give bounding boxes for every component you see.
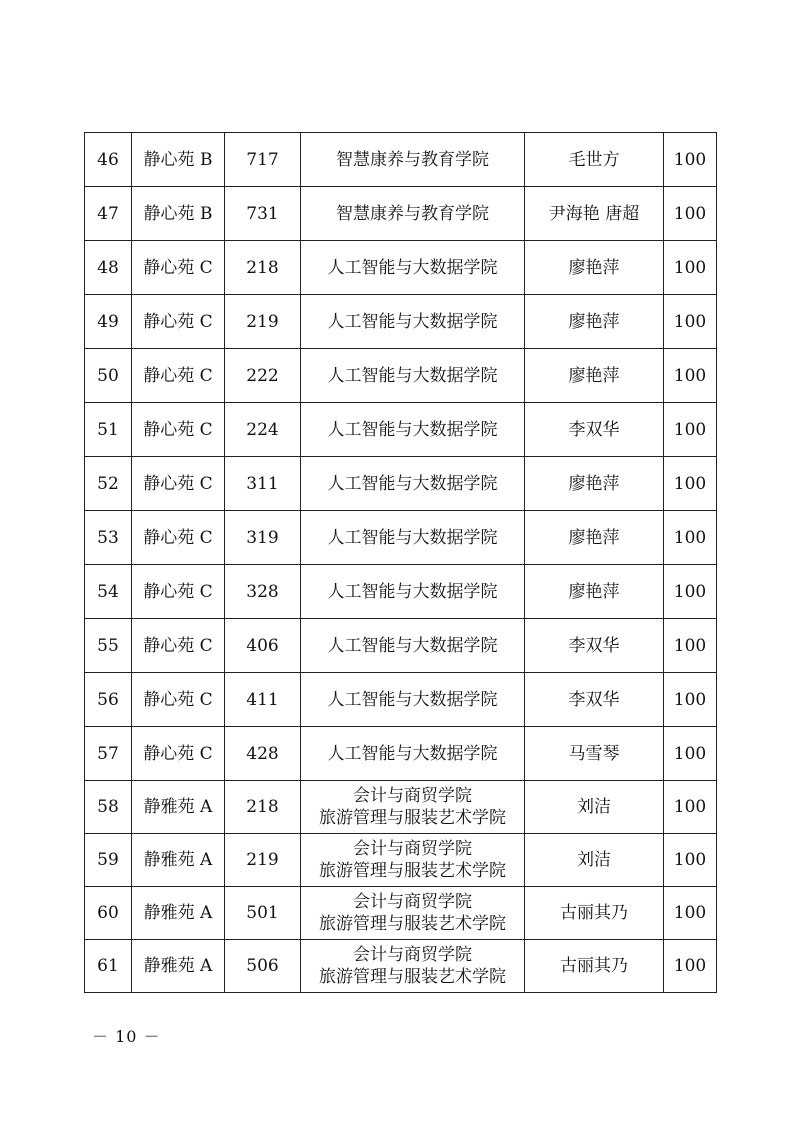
score-cell: 100 — [664, 619, 717, 673]
table-row — [85, 887, 717, 940]
row-number-cell: 49 — [85, 295, 132, 349]
score-cell: 100 — [664, 834, 717, 887]
table-body — [85, 133, 717, 993]
college-cell — [301, 511, 525, 565]
score-cell: 100 — [664, 727, 717, 781]
manager-cell: 李双华 — [525, 619, 664, 673]
score-cell: 100 — [664, 295, 717, 349]
room-cell: 411 — [225, 673, 301, 727]
table-row — [85, 295, 717, 349]
dormitory-table — [84, 132, 717, 993]
college-name: 旅游管理与服装艺术学院 — [319, 861, 506, 881]
college-name: 人工智能与大数据学院 — [327, 743, 498, 764]
college-name: 人工智能与大数据学院 — [327, 473, 498, 494]
score-cell: 100 — [664, 241, 717, 295]
college-name: 人工智能与大数据学院 — [327, 365, 498, 386]
row-number-cell: 57 — [85, 727, 132, 781]
college-name: 会计与商贸学院 — [353, 945, 472, 965]
building-cell: 静心苑 C — [132, 619, 225, 673]
manager-cell: 毛世方 — [525, 133, 664, 187]
room-cell: 501 — [225, 887, 301, 940]
table-row — [85, 241, 717, 295]
score-cell: 100 — [664, 887, 717, 940]
table-row — [85, 834, 717, 887]
room-cell: 224 — [225, 403, 301, 457]
building-cell: 静心苑 C — [132, 403, 225, 457]
college-cell — [301, 781, 525, 834]
row-number-cell: 48 — [85, 241, 132, 295]
building-cell: 静心苑 C — [132, 349, 225, 403]
college-name: 人工智能与大数据学院 — [327, 419, 498, 440]
table-row — [85, 940, 717, 993]
room-cell: 428 — [225, 727, 301, 781]
room-cell: 311 — [225, 457, 301, 511]
building-cell: 静雅苑 A — [132, 887, 225, 940]
manager-cell: 廖艳萍 — [525, 511, 664, 565]
row-number-cell: 58 — [85, 781, 132, 834]
room-cell: 218 — [225, 241, 301, 295]
manager-cell: 廖艳萍 — [525, 565, 664, 619]
building-cell: 静心苑 C — [132, 457, 225, 511]
row-number-cell: 51 — [85, 403, 132, 457]
manager-cell: 古丽其乃 — [525, 887, 664, 940]
building-cell: 静心苑 C — [132, 511, 225, 565]
college-cell — [301, 295, 525, 349]
building-cell: 静雅苑 A — [132, 781, 225, 834]
manager-cell: 刘洁 — [525, 834, 664, 887]
row-number-cell: 46 — [85, 133, 132, 187]
score-cell: 100 — [664, 133, 717, 187]
manager-cell: 刘洁 — [525, 781, 664, 834]
score-cell: 100 — [664, 940, 717, 993]
college-name: 人工智能与大数据学院 — [327, 257, 498, 278]
building-cell: 静雅苑 A — [132, 834, 225, 887]
building-cell: 静心苑 C — [132, 565, 225, 619]
college-name: 旅游管理与服装艺术学院 — [319, 914, 506, 934]
table-row — [85, 511, 717, 565]
college-cell — [301, 565, 525, 619]
room-cell: 731 — [225, 187, 301, 241]
college-name: 人工智能与大数据学院 — [327, 311, 498, 332]
row-number-cell: 50 — [85, 349, 132, 403]
row-number-cell: 61 — [85, 940, 132, 993]
score-cell: 100 — [664, 457, 717, 511]
college-cell — [301, 457, 525, 511]
manager-cell: 廖艳萍 — [525, 349, 664, 403]
college-name: 人工智能与大数据学院 — [327, 527, 498, 548]
row-number-cell: 60 — [85, 887, 132, 940]
score-cell: 100 — [664, 781, 717, 834]
building-cell: 静心苑 C — [132, 673, 225, 727]
room-cell: 717 — [225, 133, 301, 187]
college-cell — [301, 619, 525, 673]
row-number-cell: 56 — [85, 673, 132, 727]
room-cell: 506 — [225, 940, 301, 993]
building-cell: 静心苑 B — [132, 187, 225, 241]
score-cell: 100 — [664, 673, 717, 727]
college-cell — [301, 241, 525, 295]
manager-cell: 马雪琴 — [525, 727, 664, 781]
building-cell: 静心苑 C — [132, 727, 225, 781]
table-row — [85, 403, 717, 457]
room-cell: 406 — [225, 619, 301, 673]
building-cell: 静心苑 C — [132, 295, 225, 349]
score-cell: 100 — [664, 403, 717, 457]
college-name: 会计与商贸学院 — [353, 892, 472, 912]
table-row — [85, 673, 717, 727]
table-row — [85, 619, 717, 673]
college-cell — [301, 403, 525, 457]
room-cell: 219 — [225, 295, 301, 349]
room-cell: 222 — [225, 349, 301, 403]
manager-cell: 廖艳萍 — [525, 457, 664, 511]
college-name: 旅游管理与服装艺术学院 — [319, 967, 506, 987]
college-name: 人工智能与大数据学院 — [327, 635, 498, 656]
college-name: 人工智能与大数据学院 — [327, 581, 498, 602]
score-cell: 100 — [664, 349, 717, 403]
college-cell — [301, 187, 525, 241]
college-name: 智慧康养与教育学院 — [336, 149, 489, 170]
college-cell — [301, 727, 525, 781]
college-cell — [301, 940, 525, 993]
manager-cell: 廖艳萍 — [525, 295, 664, 349]
score-cell: 100 — [664, 511, 717, 565]
building-cell: 静雅苑 A — [132, 940, 225, 993]
score-cell: 100 — [664, 187, 717, 241]
manager-cell: 古丽其乃 — [525, 940, 664, 993]
college-cell — [301, 834, 525, 887]
building-cell: 静心苑 B — [132, 133, 225, 187]
college-cell — [301, 673, 525, 727]
table-row — [85, 133, 717, 187]
room-cell: 319 — [225, 511, 301, 565]
manager-cell: 尹海艳 唐超 — [525, 187, 664, 241]
score-cell: 100 — [664, 565, 717, 619]
row-number-cell: 55 — [85, 619, 132, 673]
table-row — [85, 565, 717, 619]
college-cell — [301, 349, 525, 403]
room-cell: 328 — [225, 565, 301, 619]
college-name: 人工智能与大数据学院 — [327, 689, 498, 710]
college-name: 智慧康养与教育学院 — [336, 203, 489, 224]
college-cell — [301, 133, 525, 187]
building-cell: 静心苑 C — [132, 241, 225, 295]
room-cell: 219 — [225, 834, 301, 887]
row-number-cell: 54 — [85, 565, 132, 619]
table-row — [85, 187, 717, 241]
college-name: 会计与商贸学院 — [353, 786, 472, 806]
row-number-cell: 52 — [85, 457, 132, 511]
manager-cell: 李双华 — [525, 673, 664, 727]
row-number-cell: 53 — [85, 511, 132, 565]
manager-cell: 廖艳萍 — [525, 241, 664, 295]
row-number-cell: 47 — [85, 187, 132, 241]
college-name: 会计与商贸学院 — [353, 839, 472, 859]
college-name: 旅游管理与服装艺术学院 — [319, 808, 506, 828]
table-row — [85, 457, 717, 511]
table-row — [85, 781, 717, 834]
room-cell: 218 — [225, 781, 301, 834]
page-number: － 10 － — [92, 1027, 161, 1046]
table-row — [85, 727, 717, 781]
college-cell — [301, 887, 525, 940]
row-number-cell: 59 — [85, 834, 132, 887]
manager-cell: 李双华 — [525, 403, 664, 457]
table-row — [85, 349, 717, 403]
